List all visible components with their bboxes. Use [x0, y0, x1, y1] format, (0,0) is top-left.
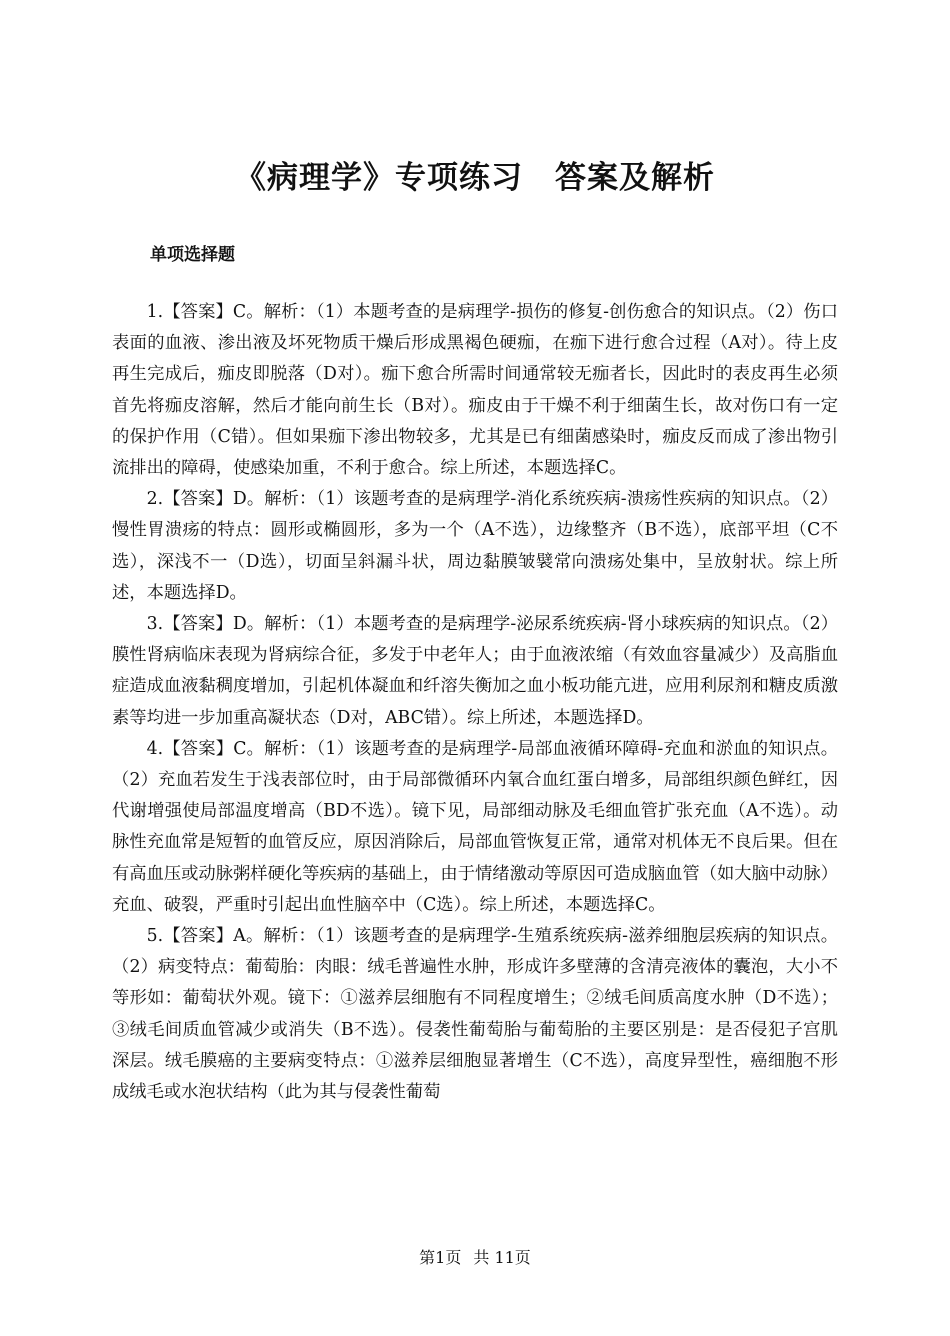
- page-footer: [0, 1245, 950, 1268]
- answer-paragraph: 5.【答案】A。解析：（1）该题考查的是病理学-生殖系统疾病-滋养细胞层疾病的知识点。（2）病变特点：葡萄胎：肉眼：绒毛普遍性水肿，形成许多壁薄的含清亮液体的囊泡，大小不等形如：葡萄状外观。镜下：①滋养层细胞有不同程度增生；②绒毛间质高度水肿（D不选）；③绒毛间质血管减少或消失（B不选）。侵袭性葡萄胎与葡萄胎的主要区别是：是否侵犯子宫肌深层。绒毛膜癌的主要病变特点：①滋养层细胞显著增生（C不选），高度异型性，癌细胞不形成绒毛或水泡状结构（此为其与侵袭性葡萄: [112, 926, 838, 1103]
- answer-paragraph: 3.【答案】D。解析：（1）本题考查的是病理学-泌尿系统疾病-肾小球疾病的知识点。（2）膜性肾病临床表现为肾病综合征，多发于中老年人；由于血液浓缩（有效血容量减少）及高脂血症造成血液黏稠度增加，引起机体凝血和纤溶失衡加之血小板功能亢进，应用利尿剂和糖皮质激素等均进一步加重高凝状态（D对，ABC错）。综上所述，本题选择D。: [112, 614, 838, 728]
- page-number: 第1页: [419, 1248, 462, 1267]
- page-total: 共 11页: [473, 1248, 531, 1267]
- section-heading: 单项选择题: [150, 245, 235, 265]
- answer-list: [112, 297, 838, 1108]
- document-title: 《病理学》专项练习 答案及解析: [235, 160, 715, 196]
- answer-paragraph: 1.【答案】C。解析：（1）本题考查的是病理学-损伤的修复-创伤愈合的知识点。（2）伤口表面的血液、渗出液及坏死物质干燥后形成黑褐色硬痂，在痂下进行愈合过程（A对）。待上皮再生完成后，痂皮即脱落（D对）。痂下愈合所需时间通常较无痂者长，因此时的表皮再生必须首先将痂皮溶解，然后才能向前生长（B对）。痂皮由于干燥不利于细菌生长，故对伤口有一定的保护作用（C错）。但如果痂下渗出物较多，尤其是已有细菌感染时，痂皮反而成了渗出物引流排出的障碍，使感染加重，不利于愈合。综上所述，本题选择C。: [112, 302, 838, 479]
- answer-paragraph: 2.【答案】D。解析：（1）该题考查的是病理学-消化系统疾病-溃疡性疾病的知识点。（2）慢性胃溃疡的特点：圆形或椭圆形，多为一个（A不选），边缘整齐（B不选），底部平坦（C不选），深浅不一（D选），切面呈斜漏斗状，周边黏膜皱襞常向溃疡处集中，呈放射状。综上所述，本题选择D。: [112, 489, 838, 603]
- answer-paragraph: 4.【答案】C。解析：（1）该题考查的是病理学-局部血液循环障碍-充血和淤血的知识点。（2）充血若发生于浅表部位时，由于局部微循环内氧合血红蛋白增多，局部组织颜色鲜红，因代谢增强使局部温度增高（BD不选）。镜下见，局部细动脉及毛细血管扩张充血（A不选）。动脉性充血常是短暂的血管反应，原因消除后，局部血管恢复正常，通常对机体无不良后果。但在有高血压或动脉粥样硬化等疾病的基础上，由于情绪激动等原因可造成脑血管（如大脑中动脉）充血、破裂，严重时引起出血性脑卒中（C选）。综上所述，本题选择C。: [112, 738, 838, 915]
